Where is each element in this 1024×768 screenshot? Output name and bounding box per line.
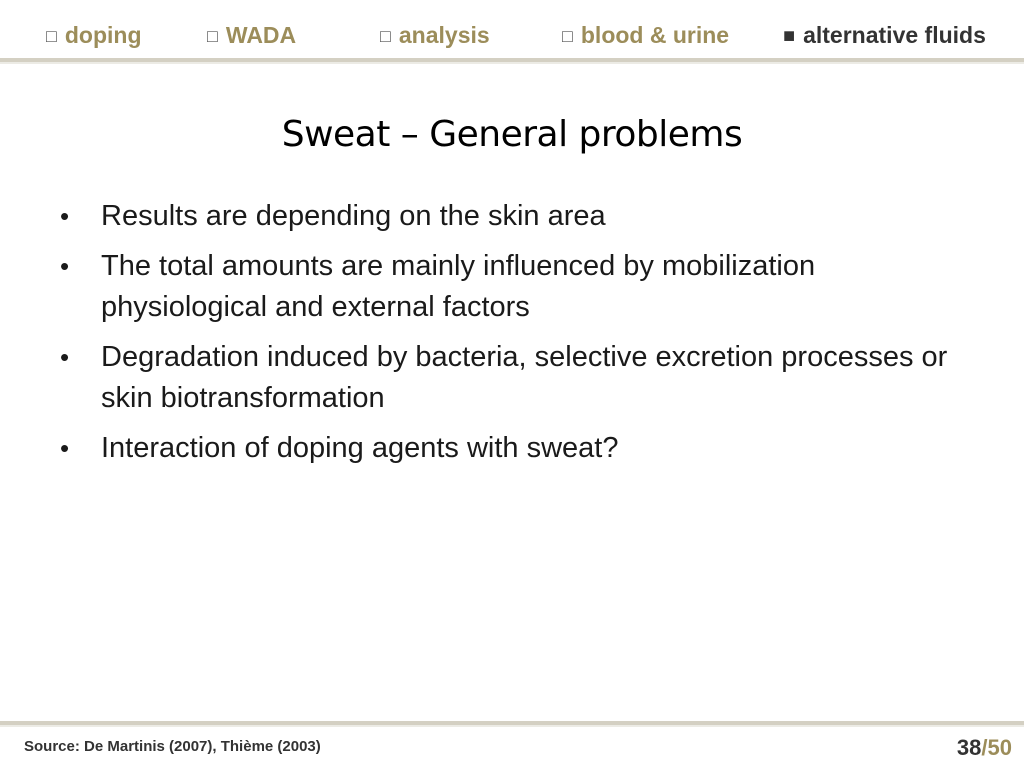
- bullet-icon: •: [60, 342, 70, 372]
- bullet-text: The total amounts are mainly influenced by mobilization physiological and external factors: [101, 250, 816, 323]
- nav-item-doping[interactable]: [46, 21, 142, 51]
- page-current: 38: [956, 735, 982, 760]
- bullet-text: Results are depending on the skin area: [101, 200, 606, 232]
- header-divider-shadow: [0, 62, 1024, 64]
- nav-item-label: WADA: [225, 22, 297, 48]
- bullet-item: [60, 246, 980, 328]
- bullet-text: Interaction of doping agents with sweat?: [101, 432, 619, 464]
- nav-item-wada[interactable]: [207, 21, 296, 51]
- bullet-icon: •: [60, 433, 70, 463]
- nav-item-label: alternative fluids: [803, 22, 986, 48]
- bullet-item: [60, 337, 980, 419]
- checkbox-empty-icon: □: [562, 26, 573, 46]
- checkbox-empty-icon: □: [380, 26, 391, 46]
- footer-divider-shadow: [0, 725, 1024, 727]
- source-citation: Source: De Martinis (2007), Thième (2003): [24, 738, 321, 755]
- checkbox-filled-icon: ■: [783, 25, 796, 47]
- slide-title: Sweat – General problems: [281, 114, 743, 155]
- checkbox-empty-icon: □: [46, 26, 57, 46]
- nav-item-label: analysis: [398, 22, 490, 48]
- bullet-icon: •: [60, 201, 70, 231]
- section-navigation: [0, 0, 1024, 60]
- page-separator: /: [981, 735, 988, 760]
- bullet-item: [60, 196, 980, 237]
- checkbox-empty-icon: □: [207, 26, 218, 46]
- bullet-icon: •: [60, 251, 70, 281]
- page-number: [957, 735, 1012, 761]
- nav-item-alternative-fluids[interactable]: [783, 21, 986, 51]
- nav-item-analysis[interactable]: [380, 21, 490, 51]
- nav-item-blood-urine[interactable]: [562, 21, 729, 51]
- nav-item-label: blood & urine: [580, 22, 730, 48]
- bullet-text: Degradation induced by bacteria, selective excretion processes or skin biotransformation: [101, 341, 948, 414]
- nav-item-label: doping: [64, 22, 142, 48]
- bullet-list: [60, 196, 980, 478]
- page-total: 50: [987, 735, 1012, 760]
- bullet-item: [60, 428, 980, 469]
